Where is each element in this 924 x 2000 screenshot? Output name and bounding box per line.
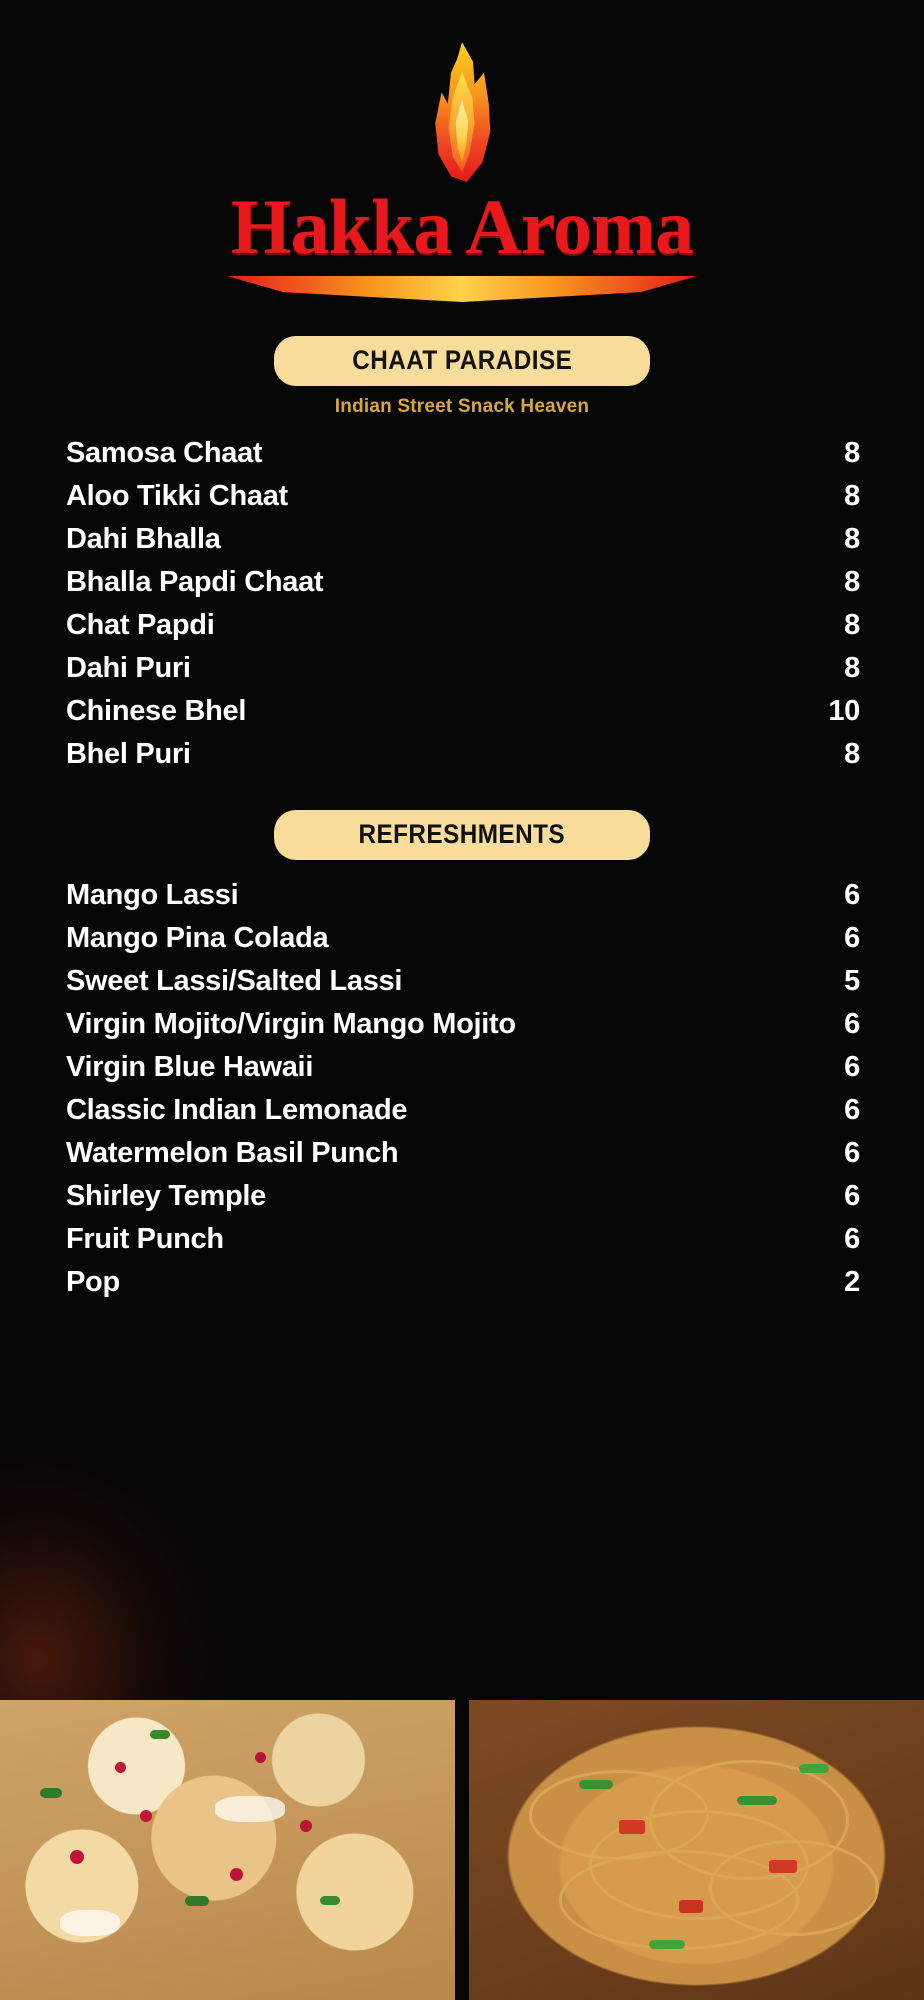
- menu-item-price: 6: [844, 1008, 860, 1040]
- menu-item-price: 8: [844, 609, 860, 641]
- section-header-pill: [274, 336, 650, 386]
- menu-item-name: Virgin Mojito/Virgin Mango Mojito: [66, 1008, 516, 1040]
- menu-item-name: Aloo Tikki Chaat: [66, 480, 288, 512]
- menu-item-price: 8: [844, 652, 860, 684]
- menu-item-name: Dahi Bhalla: [66, 523, 221, 555]
- menu-item-name: Pop: [66, 1266, 120, 1298]
- menu-item-name: Mango Lassi: [66, 879, 239, 911]
- menu-item-price: 5: [844, 965, 860, 997]
- menu-item-row: [66, 1261, 860, 1304]
- hakka-noodles-photo: [469, 1700, 924, 2000]
- menu-item-row: [66, 917, 860, 960]
- menu-item-row: [66, 1132, 860, 1175]
- menu-item-list: [0, 432, 924, 776]
- menu-item-row: [66, 690, 860, 733]
- menu-item-list: [0, 874, 924, 1304]
- menu-item-price: 8: [844, 523, 860, 555]
- logo-swoosh-decoration: [227, 276, 697, 302]
- dahi-puri-chaat-photo: [0, 1700, 455, 2000]
- menu-item-row: [66, 1089, 860, 1132]
- menu-item-row: [66, 1046, 860, 1089]
- section-chaat-paradise: [0, 336, 924, 776]
- menu-item-row: [66, 432, 860, 475]
- menu-item-price: 8: [844, 566, 860, 598]
- flame-icon: [402, 42, 522, 182]
- menu-item-price: 6: [844, 1051, 860, 1083]
- menu-item-name: Sweet Lassi/Salted Lassi: [66, 965, 403, 997]
- section-title: REFRESHMENTS: [358, 819, 566, 849]
- menu-item-row: [66, 1218, 860, 1261]
- menu-item-row: [66, 874, 860, 917]
- menu-item-price: 8: [844, 480, 860, 512]
- menu-item-price: 6: [844, 1180, 860, 1212]
- section-header-pill: [274, 810, 650, 860]
- menu-item-price: 6: [844, 1137, 860, 1169]
- menu-item-name: Samosa Chaat: [66, 437, 263, 469]
- menu-item-row: [66, 518, 860, 561]
- menu-item-price: 6: [844, 879, 860, 911]
- menu-item-name: Watermelon Basil Punch: [66, 1137, 399, 1169]
- brand-name: Hakka Aroma: [230, 183, 694, 270]
- menu-item-price: 8: [844, 738, 860, 770]
- menu-item-name: Classic Indian Lemonade: [66, 1094, 408, 1126]
- menu-item-name: Bhalla Papdi Chaat: [66, 566, 324, 598]
- menu-item-row: [66, 1003, 860, 1046]
- menu-item-name: Dahi Puri: [66, 652, 191, 684]
- menu-item-name: Mango Pina Colada: [66, 922, 329, 954]
- menu-item-price: 6: [844, 1223, 860, 1255]
- menu-item-row: [66, 604, 860, 647]
- section-subtitle: Indian Street Snack Heaven: [334, 396, 590, 417]
- photo-strip: [0, 1700, 924, 2000]
- menu-item-name: Virgin Blue Hawaii: [66, 1051, 314, 1083]
- menu-item-row: [66, 960, 860, 1003]
- menu-item-row: [66, 647, 860, 690]
- menu-item-name: Fruit Punch: [66, 1223, 224, 1255]
- menu-item-price: 6: [844, 1094, 860, 1126]
- menu-item-row: [66, 561, 860, 604]
- menu-item-row: [66, 733, 860, 776]
- menu-item-row: [66, 1175, 860, 1218]
- menu-item-price: 2: [844, 1266, 860, 1298]
- menu-item-row: [66, 475, 860, 518]
- menu-item-price: 8: [844, 437, 860, 469]
- menu-item-name: Chinese Bhel: [66, 695, 247, 727]
- section-title: CHAAT PARADISE: [351, 345, 573, 375]
- menu-item-price: 6: [844, 922, 860, 954]
- menu-item-name: Bhel Puri: [66, 738, 191, 770]
- menu-item-price: 10: [828, 695, 860, 727]
- menu-item-name: Shirley Temple: [66, 1180, 266, 1212]
- section-refreshments: [0, 810, 924, 1304]
- menu-item-name: Chat Papdi: [66, 609, 215, 641]
- brand-logo: [0, 0, 924, 302]
